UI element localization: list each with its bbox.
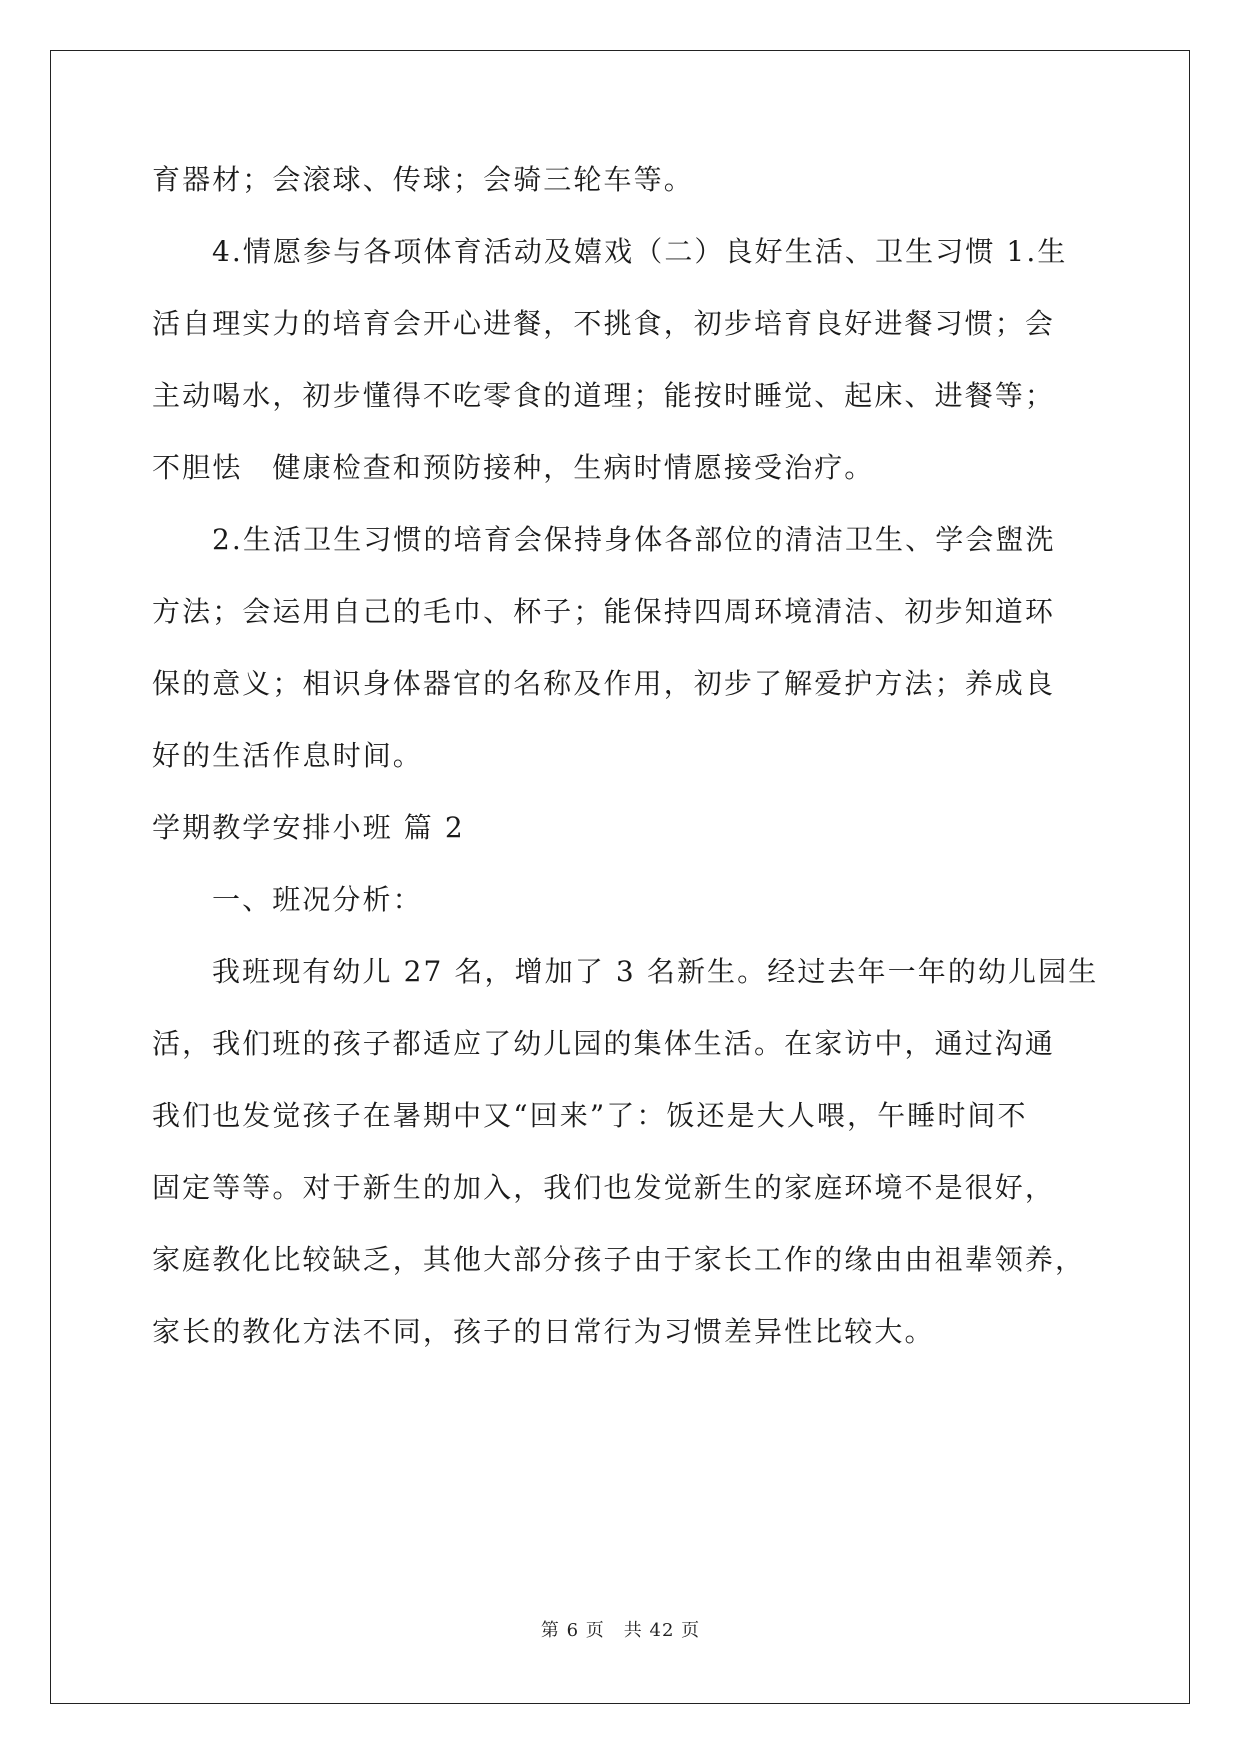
text-line-2: 4.情愿参与各项体育活动及嬉戏（二）良好生活、卫生习惯 1.生 (212, 235, 1068, 268)
text-line-14: 我们也发觉孩子在暑期中又“回来”了：饭还是大人喂，午睡时间不 (152, 1099, 1028, 1132)
text-line-5: 不胆怯 健康检查和预防接种，生病时情愿接受治疗。 (152, 451, 875, 484)
text-line-8: 保的意义；相识身体器官的名称及作用，初步了解爱护方法；养成良 (152, 667, 1056, 700)
text-line-6: 2.生活卫生习惯的培育会保持身体各部位的清洁卫生、学会盥洗 (212, 523, 1056, 556)
text-line-9: 好的生活作息时间。 (152, 739, 423, 772)
text-line-13: 活，我们班的孩子都适应了幼儿园的集体生活。在家访中，通过沟通 (152, 1027, 1056, 1060)
text-line-3: 活自理实力的培育会开心进餐，不挑食，初步培育良好进餐习惯；会 (152, 307, 1056, 340)
text-line-7: 方法；会运用自己的毛巾、杯子；能保持四周环境清洁、初步知道环 (152, 595, 1056, 628)
text-line-12: 我班现有幼儿 27 名，增加了 3 名新生。经过去年一年的幼儿园生 (212, 955, 1099, 988)
page-border (50, 50, 1190, 1704)
subsection-heading: 一、班况分析： (212, 883, 423, 916)
page-number: 第 6 页 共 42 页 (540, 1620, 701, 1641)
text-line-16: 家庭教化比较缺乏，其他大部分孩子由于家长工作的缘由由祖辈领养， (152, 1243, 1086, 1276)
text-line-17: 家长的教化方法不同，孩子的日常行为习惯差异性比较大。 (152, 1315, 935, 1348)
section-heading: 学期教学安排小班 篇 2 (152, 811, 465, 844)
text-line-4: 主动喝水，初步懂得不吃零食的道理；能按时睡觉、起床、进餐等； (152, 379, 1056, 412)
text-line-15: 固定等等。对于新生的加入，我们也发觉新生的家庭环境不是很好， (152, 1171, 1056, 1204)
text-line-1: 育器材；会滚球、传球；会骑三轮车等。 (152, 163, 694, 196)
page-footer (0, 1616, 1241, 1642)
